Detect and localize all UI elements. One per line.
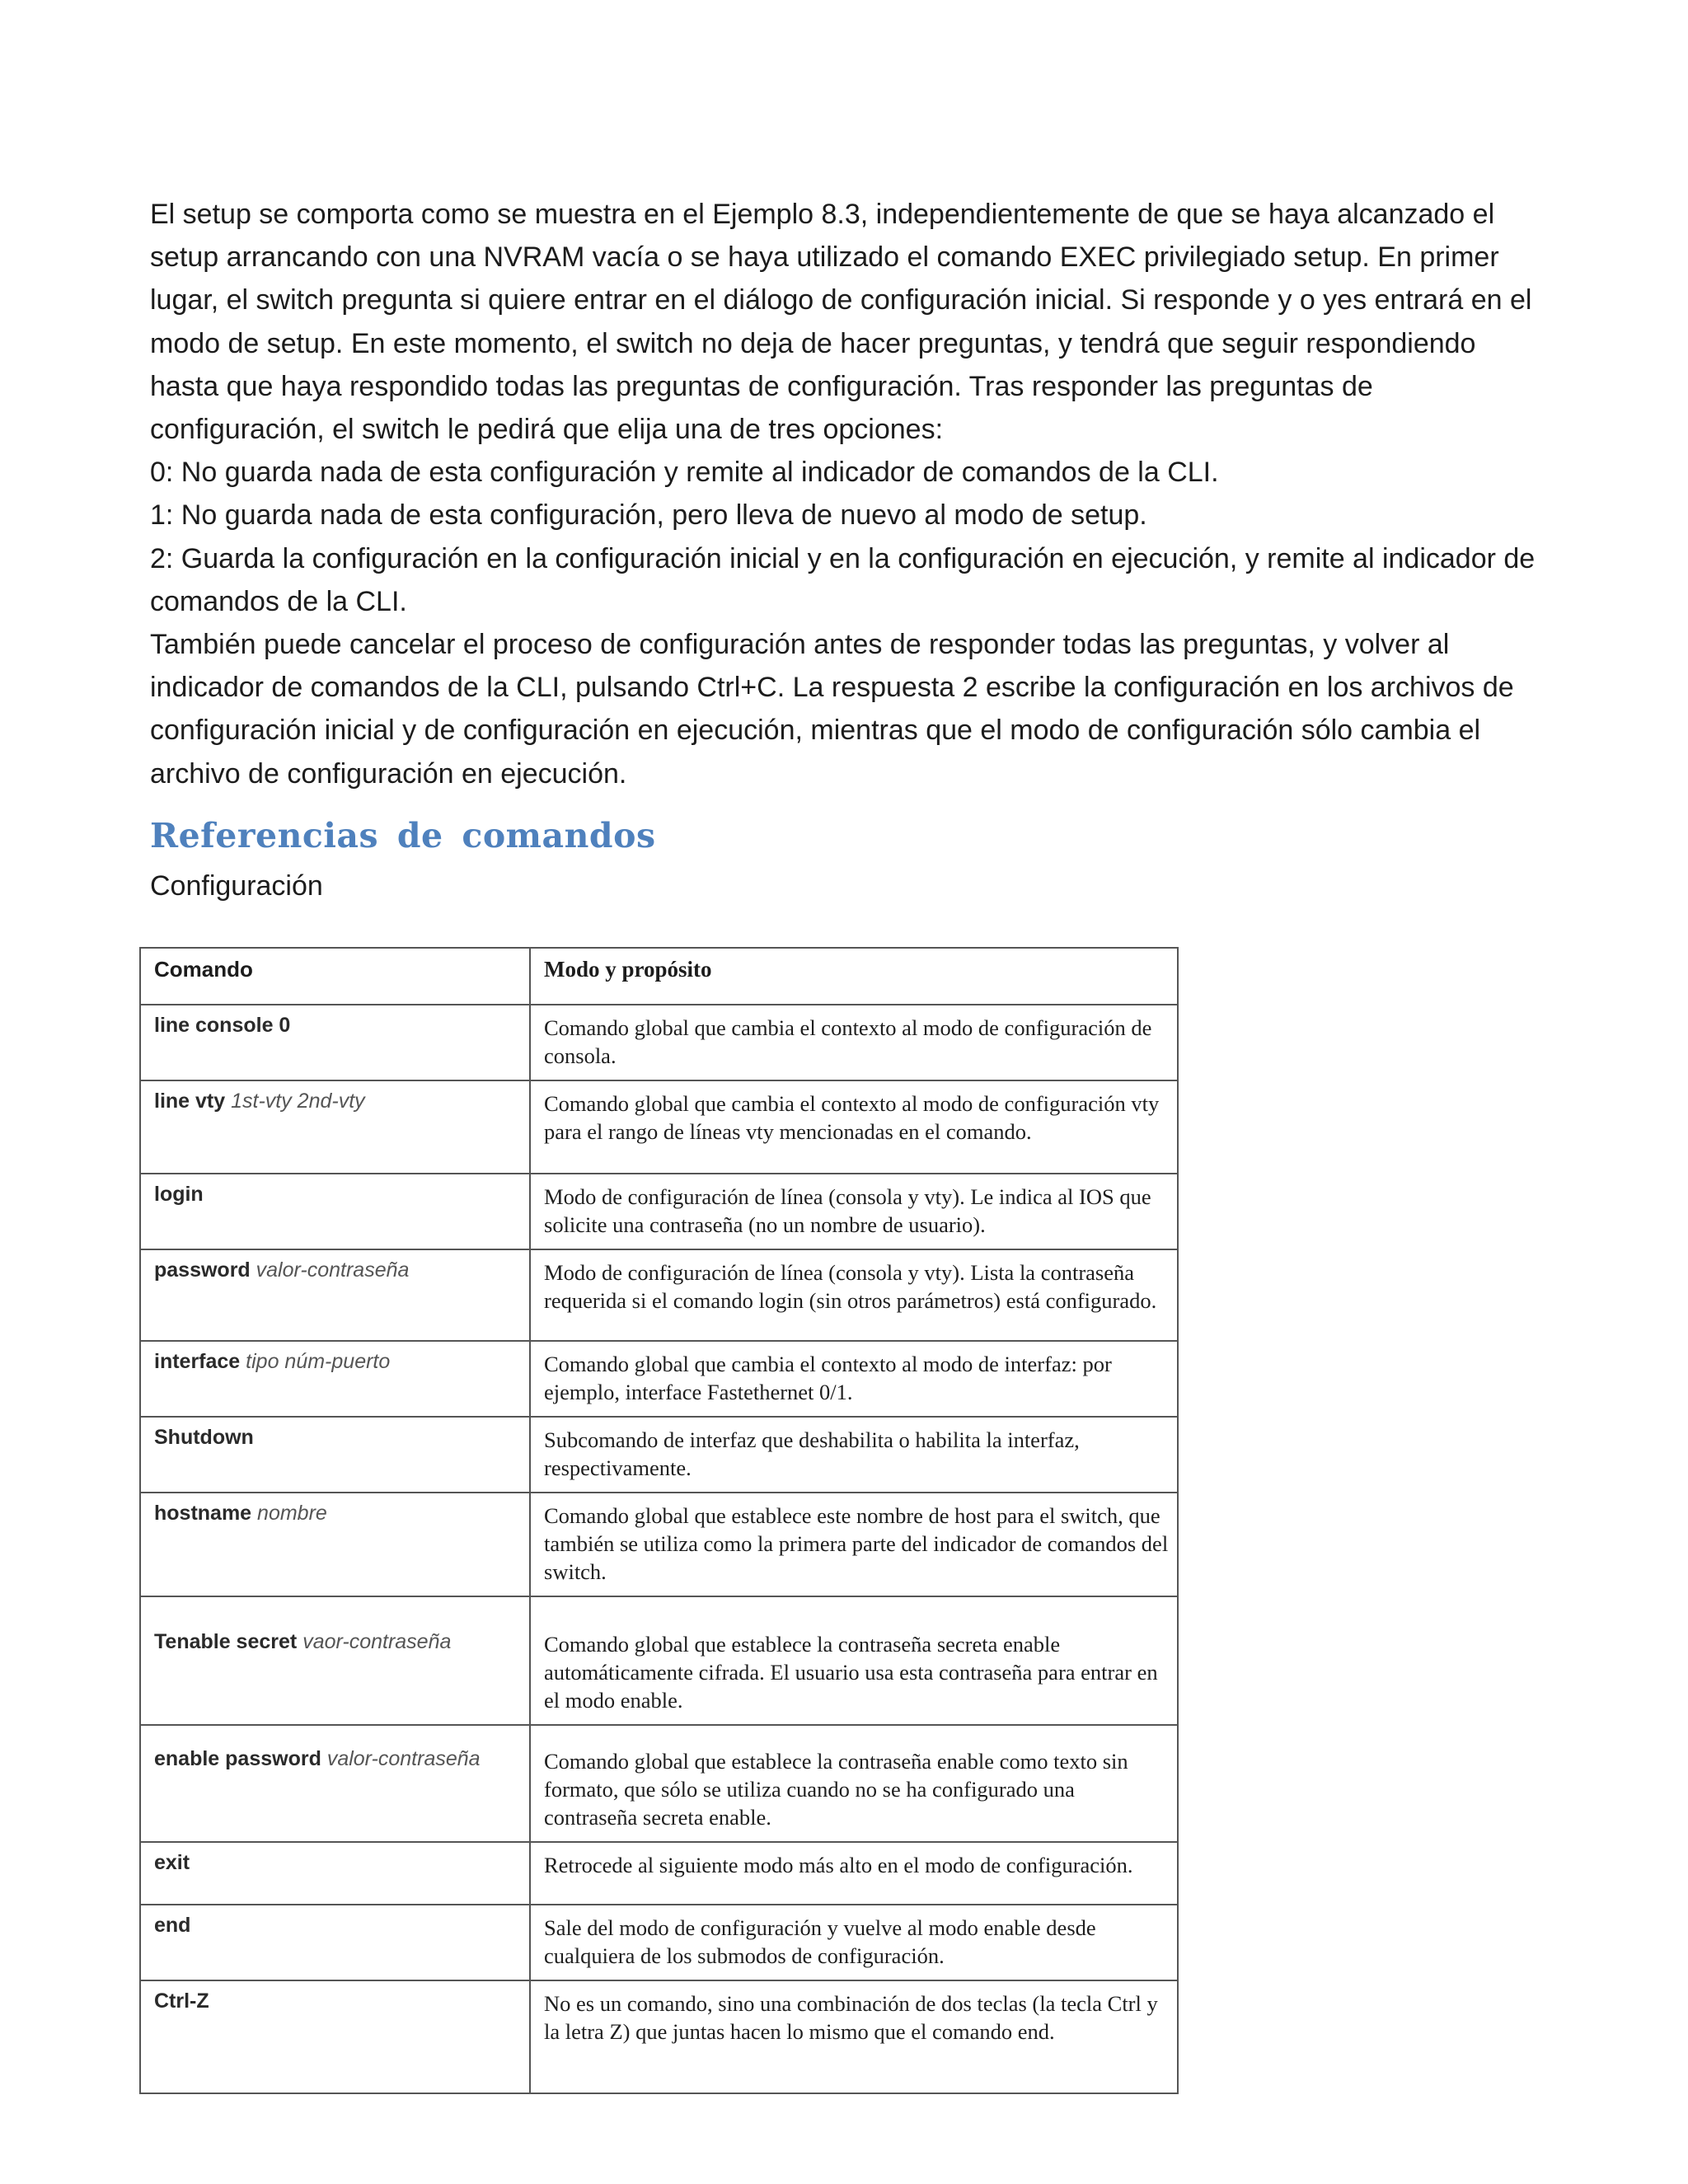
- command-cell: [140, 1080, 530, 1174]
- description-cell: No es un comando, sino una combinación de dos teclas (la tecla Ctrl y la letra Z) que juntas hacen lo mismo que el comando end.: [530, 1980, 1178, 2093]
- command-argument: valor-contraseña: [326, 1747, 481, 1770]
- command-name: Ctrl-Z: [154, 1990, 209, 2013]
- header-mode-purpose: Modo y propósito: [530, 948, 1178, 1005]
- body-text: [150, 193, 1551, 795]
- option-2-paragraph: 2: Guarda la configuración en la configuración inicial y en la configuración en ejecución, y remite al indicador de comandos de la CLI.: [150, 542, 1536, 617]
- command-name: enable password: [154, 1747, 321, 1770]
- command-cell: [140, 1174, 530, 1249]
- command-name: line vty: [154, 1090, 226, 1113]
- table-row: [140, 1005, 1178, 1080]
- command-name: hostname: [154, 1502, 252, 1525]
- command-argument: vaor-contraseña: [302, 1630, 452, 1653]
- command-cell: [140, 1905, 530, 1980]
- command-name: Tenable secret: [154, 1630, 298, 1653]
- cancel-paragraph: También puede cancelar el proceso de configuración antes de responder todas las preguntas, y volver al indicador de comandos de la CLI, pulsando Ctrl+C. La respuesta 2 escribe la configuración en los archivos de configuración inicial y de configuración en ejecución, mientras que el modo de configuración sólo cambia el archivo de configuración en ejecución.: [150, 629, 1514, 790]
- command-cell: [140, 1417, 530, 1493]
- command-cell: [140, 1493, 530, 1596]
- command-argument: nombre: [257, 1502, 327, 1525]
- description-cell: Comando global que cambia el contexto al modo de configuración vty para el rango de líneas vty mencionadas en el comando.: [530, 1080, 1178, 1174]
- table-row: [140, 1725, 1178, 1842]
- command-argument: 1st-vty 2nd-vty: [231, 1090, 365, 1113]
- command-cell: [140, 1341, 530, 1417]
- table-row: [140, 1842, 1178, 1905]
- table-row: [140, 1249, 1178, 1341]
- table-row: [140, 1174, 1178, 1249]
- description-cell: Comando global que establece este nombre de host para el switch, que también se utiliza como la primera parte del indicador de comandos del switch.: [530, 1493, 1178, 1596]
- command-name: interface: [154, 1350, 241, 1373]
- table-row: [140, 1596, 1178, 1725]
- command-cell: [140, 1980, 530, 2093]
- description-cell: Subcomando de interfaz que deshabilita o habilita la interfaz, respectivamente.: [530, 1417, 1178, 1493]
- description-cell: Modo de configuración de línea (consola y vty). Le indica al IOS que solicite una contraseña (no un nombre de usuario).: [530, 1174, 1178, 1249]
- command-cell: [140, 1005, 530, 1080]
- description-cell: Sale del modo de configuración y vuelve al modo enable desde cualquiera de los submodos de configuración.: [530, 1905, 1178, 1980]
- table-header-row: [140, 948, 1178, 1005]
- command-name: exit: [154, 1851, 190, 1874]
- command-cell: [140, 1249, 530, 1341]
- table-row: [140, 1905, 1178, 1980]
- table-row: [140, 1417, 1178, 1493]
- command-name: end: [154, 1914, 191, 1937]
- description-cell: Modo de configuración de línea (consola y vty). Lista la contraseña requerida si el comando login (sin otros parámetros) está configurado.: [530, 1249, 1178, 1341]
- command-cell: [140, 1842, 530, 1905]
- section-subheading: Configuración: [150, 870, 323, 902]
- description-cell: Comando global que establece la contraseña secreta enable automáticamente cifrada. El usuario usa esta contraseña para entrar en el modo enable.: [530, 1596, 1178, 1725]
- table-row: [140, 1341, 1178, 1417]
- option-1-paragraph: 1: No guarda nada de esta configuración, pero lleva de nuevo al modo de setup.: [150, 499, 1147, 532]
- table-row: [140, 1980, 1178, 2093]
- description-cell: Comando global que cambia el contexto al modo de interfaz: por ejemplo, interface Fastethernet 0/1.: [530, 1341, 1178, 1417]
- description-cell: Retrocede al siguiente modo más alto en el modo de configuración.: [530, 1842, 1178, 1905]
- description-cell: Comando global que cambia el contexto al modo de configuración de consola.: [530, 1005, 1178, 1080]
- intro-paragraph: El setup se comporta como se muestra en el Ejemplo 8.3, independientemente de que se haya alcanzado el setup arrancando con una NVRAM vacía o se haya utilizado el comando EXEC privilegiado setup. En primer lugar, el switch pregunta si quiere entrar en el diálogo de configuración inicial. Si responde y o yes entrará en el modo de setup. En este momento, el switch no deja de hacer preguntas, y tendrá que seguir respondiendo hasta que haya respondido todas las preguntas de configuración. Tras responder las preguntas de configuración, el switch le pedirá que elija una de tres opciones:: [150, 199, 1532, 446]
- command-name: Shutdown: [154, 1426, 254, 1449]
- description-cell: Comando global que establece la contraseña enable como texto sin formato, que sólo se utiliza cuando no se ha configurado una contraseña secreta enable.: [530, 1725, 1178, 1842]
- header-command: Comando: [140, 948, 530, 1005]
- command-argument: valor-contraseña: [256, 1258, 410, 1282]
- command-cell: [140, 1725, 530, 1842]
- table-row: [140, 1493, 1178, 1596]
- command-name: login: [154, 1183, 204, 1206]
- command-reference-table: [139, 947, 1179, 2094]
- command-name: password: [154, 1258, 251, 1282]
- section-heading: Referencias de comandos: [150, 816, 656, 855]
- table-row: [140, 1080, 1178, 1174]
- command-cell: [140, 1596, 530, 1725]
- option-0-paragraph: 0: No guarda nada de esta configuración y remite al indicador de comandos de la CLI.: [150, 457, 1219, 489]
- command-argument: tipo núm-puerto: [246, 1350, 391, 1373]
- command-name: line console 0: [154, 1014, 291, 1037]
